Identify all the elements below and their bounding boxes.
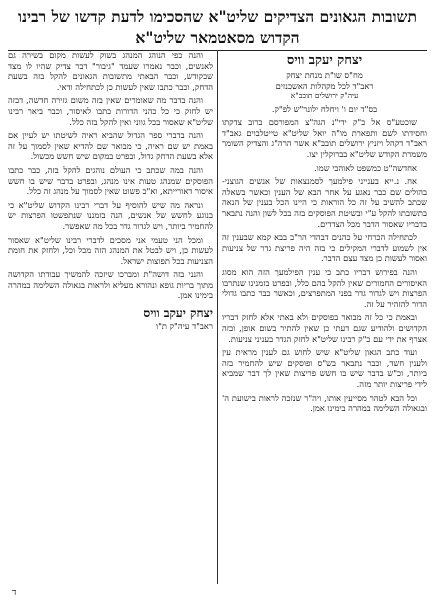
paragraph: והנה בדברי ספר הגדול שהביא ראיה לשיטתו יש לעיין אם באמת יש שם ראיה, כי מבואר שם להדיא שאין לסמוך על זה אלא בשעת הדחק גדול, ובפרט במקום שיש חשש מכשול. — [8, 130, 213, 162]
page-number: ד — [12, 588, 17, 598]
paragraph: והנה כפי הנוהג המנהג בשוק לעשות מקום בשירה גם לאנשים, וכבר נאמרו שעמד "גיבור" דבר צדיק שהיו לו מצד שבקודש, וכבר הבאתי מתשובות הגאונים להקל בזה בשעת הדחק, וכבר כתבו שאין לעשות כן לכתחילה ודאי. — [8, 50, 213, 92]
paragraph: והנה בפירוש דבריו כתב כי ענין הפילמעך הזה הוא מסוג האיסורים החמורים שאין להקל בהם כלל, ובפרט בזמנינו שנתרבו הפרצות ויש לגדור גדר בפני המתפרצים, וכאשר כבר כתבו גדולי הדור להזהיר על זה. — [222, 267, 427, 309]
right-column — [222, 50, 427, 584]
paragraph: ומכל הני טעמי אני מסכים לדברי רבינו שליט"א שאסור לעשות כן, ויש לבטל את המנהג הזה מכל וכל, ולחזק את חומת הצניעות בכל תפוצות ישראל. — [8, 234, 213, 266]
paragraph: ונראה מה שיש להוסיף על דברי רבינו הקדוש שליט"א כי בנוגע לחשש של אנשים, הנה בזמננו שנתפשטו הפרצות יש להחמיר ביותר, ויש לגדור גדר בכל מה שאפשר. — [8, 199, 213, 231]
paragraph: אחדשה"ט כמשפט לאוהבי שמו. — [314, 162, 417, 173]
author-info-1: מח"ס שו"ת מנחת יצחק — [286, 70, 363, 80]
page-title: תשובות הגאונים הצדיקים שליט"א שהסכימו לדעת קדשו של רבינו הקדוש מסאטמאר שליט"א — [18, 7, 417, 47]
author-name: יצחק יעקב וויס — [286, 53, 363, 68]
author-info-3: עיה"ק ירושלים תובב"א — [290, 91, 359, 101]
paragraph: וכל הבא לטהר מסייעין אותו, ויה"ר שנזכה לראות בישועת ה' ובגאולה השלימה במהרה בימינו אמן. — [222, 392, 427, 414]
two-column-body — [8, 50, 427, 584]
paragraph: ובאמת כי כל זה מבואר בפוסקים ולא באתי אלא לחזק דבריו הקדושים ולהודיע שגם דעתי כן שאין להתיר בשום אופן, ובזה אצרף את ידי עם כ"ק רבינו שליט"א לחזק הגדר בעניני צניעות. — [222, 312, 427, 344]
left-column — [8, 50, 213, 584]
paragraph: אח. נ.ייא בענייני פילמעך לסמנצאות של אנשים הגוצני- בהולים שם כבר נאגע על אחר הבא של הענין וכאשר בשאלה שכתב להשיב על זה כל הוראות כי היינו הכל בענין של הנאה בתשובתו להקל ע"י ובשיטת הפוסקים בזה בכל לשון והנה נתבאר בדבריו שאסור הדבר מכל הצדדים. — [222, 176, 427, 229]
signature-name: יצחק יעקב וויס — [143, 306, 213, 321]
paragraph: והנני בזה דושה"ת ומברכו שיזכה להמשיך עבודתו הקדושה מתוך בריות גופא ונהורא מעליא ולראות בגאולה השלימה במהרה בימינו אמן. — [8, 269, 213, 301]
author-info-2: ראב"ד לכל מקהלות האשכנזים — [275, 80, 374, 91]
paragraph: והנה במה שכתב כי העולם נוהגים להקל בזה, כבר כתבו הפוסקים שמנהג טעות אינו מנהג, ובפרט בדבר שיש בו חשש איסור דאורייתא, וא"כ פשוט שאין לסמוך על מנהג זה כלל. — [8, 164, 213, 197]
signature-title: ראב"ד עיה"ק ת"ו — [155, 321, 213, 332]
dateline: בס"ד יום ו' ויחלח ילונר"ש לפ"ק. — [271, 103, 378, 114]
paragraph: שוכטע"ס אל כ"ק ידי"נ הגה"צ המפורסם ברוב צדקתו וחסידתו לשם ותפארת מו"ה יואל שליט"א טייטלבוים גאב"ד ראב"ד דקהל ויזניץ ירושלים תובב"א אשר הרה"ג והצדיק השומר משמרת הקודש שליט"א בברוקלין יצו. — [222, 117, 427, 160]
paragraph: והנה בדבר מה שאומרים שאין בזה משום גזירה חדשה, דבזה יש לחזק כי כל כהני הדורות כתבו לאיסור, וכבר ביאר רבינו שליט"א שאסור בכל גווני ואין להקל בזה כלל. — [8, 95, 213, 127]
paragraph: לכתחילה הכרחי על כהנים דבהדי הר"ב בבא קמא שבענין זה אין לשמוע לדברי המקילים כי בזה היה פריצת גדר של צניעות ואסור לעשות כן מצד עצם הדבר. — [222, 232, 427, 264]
column-divider — [217, 50, 218, 584]
paragraph: ועוד כתב הגאון שליט"א שיש לחוש גם לענין מראית עין ולענין חשד, וכבר נתבאר בש"ס ופוסקים שיש להחמיר בזה ביותר, וכ"ש בדבר שיש בו חשש פריצות שאין לך דבר שמביא לידי פריצות יותר מזה. — [222, 347, 427, 389]
